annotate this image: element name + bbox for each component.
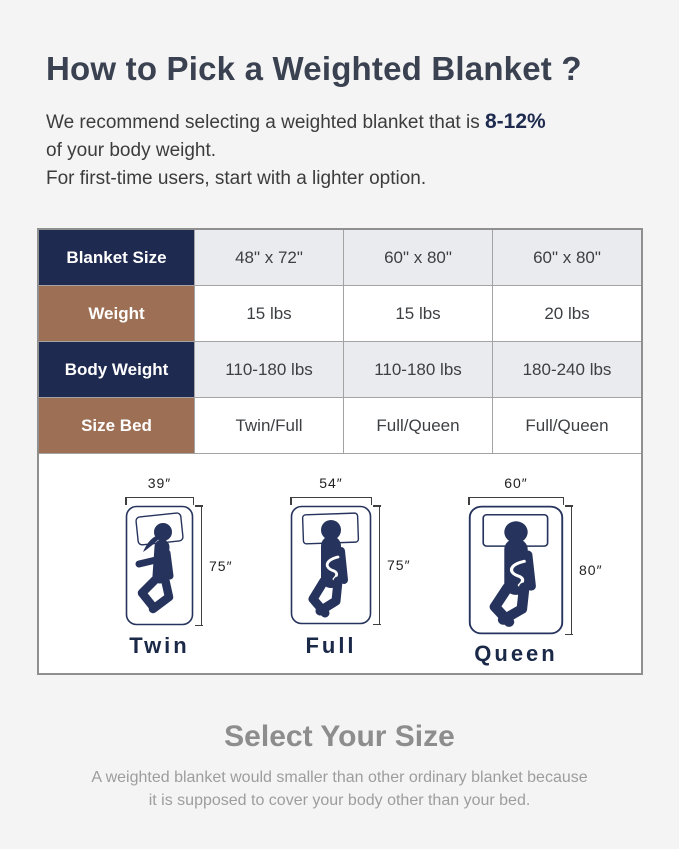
twin-width-measure-line bbox=[125, 497, 194, 498]
queen-name-label: Queen bbox=[474, 641, 558, 666]
size-comparison-table bbox=[37, 228, 643, 675]
table-row-weight bbox=[39, 286, 641, 342]
table-cell: Full/Queen bbox=[343, 398, 492, 453]
table-cell: 60" x 80" bbox=[492, 230, 641, 285]
full-name-label: Full bbox=[305, 633, 357, 658]
queen-width-label: 60″ bbox=[504, 475, 528, 491]
twin-height-measure-line bbox=[201, 505, 202, 626]
row-header-weight: Weight bbox=[39, 286, 194, 341]
twin-name-label: Twin bbox=[129, 633, 190, 658]
footer-heading: Select Your Size bbox=[224, 720, 455, 753]
table-row-blanket-size bbox=[39, 230, 641, 286]
row-header-blanket-size: Blanket Size bbox=[39, 230, 194, 285]
twin-height-label: 75″ bbox=[209, 558, 233, 574]
full-height-label: 75″ bbox=[387, 557, 411, 573]
intro-line1-prefix: We recommend selecting a weighted blanket that is bbox=[46, 112, 485, 133]
intro-line3: For first-time users, start with a lighter option. bbox=[46, 168, 427, 189]
table-cell: 20 lbs bbox=[492, 286, 641, 341]
intro-highlight: 8-12% bbox=[485, 110, 546, 133]
full-bed-illustration bbox=[290, 505, 372, 625]
queen-height-label: 80″ bbox=[579, 562, 603, 578]
full-width-label: 54″ bbox=[319, 475, 343, 491]
table-cell: 48" x 72" bbox=[194, 230, 343, 285]
queen-width-measure-line bbox=[468, 497, 564, 498]
table-cell: 110-180 lbs bbox=[194, 342, 343, 397]
table-cell: 60" x 80" bbox=[343, 230, 492, 285]
table-row-size-bed bbox=[39, 398, 641, 454]
full-height-measure-line bbox=[379, 505, 380, 625]
twin-bed-illustration bbox=[125, 505, 194, 626]
intro-line2: of your body weight. bbox=[46, 140, 217, 161]
footer-description bbox=[0, 766, 679, 812]
table-cell: Full/Queen bbox=[492, 398, 641, 453]
table-cell: 180-240 lbs bbox=[492, 342, 641, 397]
row-header-size-bed: Size Bed bbox=[39, 398, 194, 453]
full-width-measure-line bbox=[290, 497, 372, 498]
bed-size-diagram-panel bbox=[39, 454, 641, 673]
page-title: How to Pick a Weighted Blanket ? bbox=[46, 50, 582, 87]
table-cell: 110-180 lbs bbox=[343, 342, 492, 397]
table-row-body-weight bbox=[39, 342, 641, 398]
table-cell: 15 lbs bbox=[194, 286, 343, 341]
footer-line2: it is supposed to cover your body other than your bed. bbox=[148, 792, 531, 809]
table-cell: Twin/Full bbox=[194, 398, 343, 453]
queen-height-measure-line bbox=[571, 505, 572, 635]
twin-width-label: 39″ bbox=[147, 475, 172, 491]
row-header-body-weight: Body Weight bbox=[39, 342, 194, 397]
intro-text bbox=[46, 108, 546, 193]
footer-line1: A weighted blanket would smaller than other ordinary blanket because bbox=[91, 769, 588, 786]
table-cell: 15 lbs bbox=[343, 286, 492, 341]
queen-bed-illustration bbox=[468, 505, 564, 635]
